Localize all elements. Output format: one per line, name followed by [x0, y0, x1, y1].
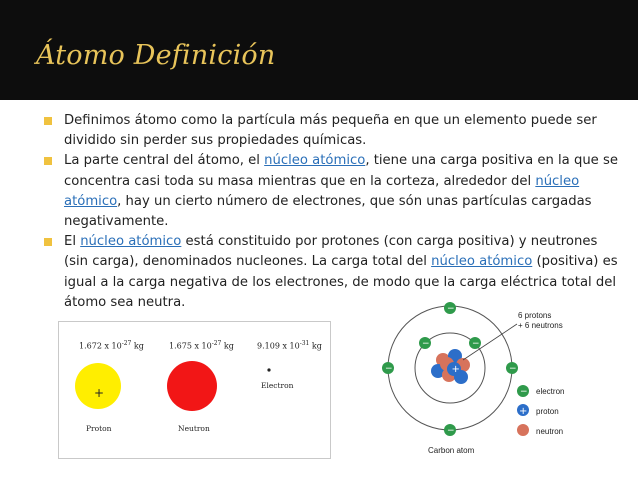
- proton-plus-symbol: +: [451, 364, 460, 375]
- electron-minus-symbol: −: [509, 364, 517, 374]
- bullet-square-icon: [44, 238, 52, 246]
- bullet-text: [64, 153, 618, 229]
- electron-mass-label: 9.109 x $10^{-31}$ kg: [257, 340, 322, 351]
- bullet-text-segment: Definimos átomo como la partícula más pequeña en que un elemento puede ser dividido sin perder sus propiedades químicas.: [64, 113, 597, 149]
- electron-minus-symbol: −: [447, 426, 455, 436]
- nucleo-atomico-link[interactable]: núcleo atómico: [431, 254, 533, 270]
- bullet-text-segment: El: [64, 234, 81, 250]
- electron-dot: [267, 368, 270, 371]
- legend-neutron-icon: [517, 424, 529, 436]
- electron-minus-symbol: −: [385, 364, 393, 374]
- bullet-text-segment: (positiva) es igual a la carga negativa de los electrones, de modo que la carga eléctrica total del átomo sea neutra.: [64, 254, 618, 310]
- electron-minus-symbol: −: [447, 304, 455, 314]
- slide-title: Átomo Definición: [36, 40, 276, 71]
- bullet-item: [44, 111, 619, 151]
- legend-electron-label: electron: [536, 387, 565, 396]
- bullet-list: [44, 111, 619, 313]
- bullet-square-icon: [44, 157, 52, 165]
- bullet-text-segment: La parte central del átomo, el: [64, 153, 265, 169]
- nucleo-atomico-link[interactable]: núcleo atómico: [80, 234, 182, 250]
- nucleus: [431, 349, 470, 384]
- nucleo-atomico-link[interactable]: núcleo atómico: [64, 173, 580, 209]
- carbon-atom-figure: [375, 298, 625, 458]
- bullet-text-segment: está constituido por protones (con carga positiva) y neutrones (sin carga), denominados nucleones. La carga total del: [64, 234, 598, 270]
- proton-mass-label: 1.672 x $10^{-27}$ kg: [79, 340, 144, 351]
- legend-electron-symbol: −: [520, 387, 528, 397]
- bullet-text-segment: , tiene una carga positiva en la que se concentra casi toda su masa mientras que en la corteza, alrededor del: [64, 153, 618, 189]
- bullet-text: [64, 113, 597, 148]
- nucleo-atomico-link[interactable]: núcleo atómico: [264, 153, 366, 169]
- bullet-square-icon: [44, 117, 52, 125]
- title-bar: [0, 0, 638, 100]
- legend-proton-symbol: +: [519, 406, 528, 417]
- nucleus-label-protons: 6 protons: [518, 311, 552, 320]
- nucleus-label-neutrons: + 6 neutrons: [518, 321, 563, 330]
- electron-minus-symbol: −: [472, 339, 480, 349]
- proton-label: Proton: [86, 424, 112, 433]
- neutron-label: Neutron: [178, 424, 210, 433]
- neutron-mass-label: 1.675 x $10^{-27}$ kg: [169, 340, 234, 351]
- atom-drawing: [375, 298, 625, 458]
- proton-plus-sign: +: [94, 386, 105, 400]
- neutron-sphere: [167, 361, 217, 411]
- legend: [517, 385, 564, 436]
- legend-proton-label: proton: [536, 407, 559, 416]
- electron-minus-symbol: −: [422, 339, 430, 349]
- bullet-text-segment: , hay un cierto número de electrones, que són unas partículas cargadas negativamente.: [64, 193, 592, 230]
- electron-label: Electron: [261, 381, 294, 390]
- particle-mass-figure: [58, 321, 331, 459]
- bullet-item: [44, 151, 619, 232]
- legend-neutron-label: neutron: [536, 427, 564, 436]
- atom-caption: Carbon atom: [428, 446, 475, 455]
